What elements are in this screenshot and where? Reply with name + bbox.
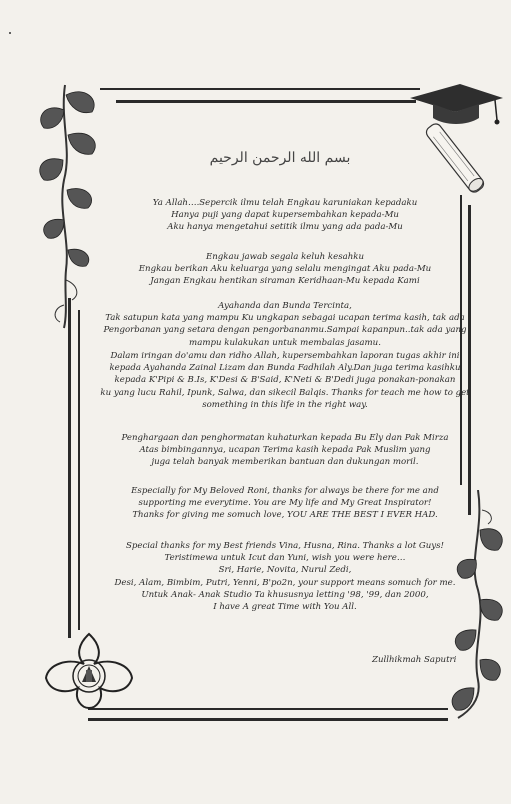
left-rule-inner (78, 310, 80, 630)
signature: Zullhikmah Saputri (372, 655, 457, 665)
diploma-scroll-icon (425, 118, 485, 198)
text-line: Especially for My Beloved Roni, thanks for always be there for me and (131, 486, 439, 496)
text-line: Pengorbanan yang setara dengan pengorbananmu.Sampai kapanpun..tak ada yang (103, 325, 467, 336)
text-line: Aku hanya mengetahui setitik ilmu yang ada pada-Mu (167, 222, 403, 233)
text-line: Special thanks for my Best friends Vina, Husna, Rina. Thanks a lot Guys! (125, 541, 445, 551)
friends-section (95, 540, 475, 613)
text-line: Sri, Harie, Novita, Nurul Zedi, (218, 565, 352, 576)
text-line: Penghargaan dan penghormatan kuhaturkan kepada Bu Ely dan Pak Mirza (121, 433, 449, 443)
speck (9, 32, 11, 34)
parents-section (95, 300, 475, 349)
text-line: Dalam iringan do'amu dan ridho Allah, kupersembahkan laporan tugas akhir ini (110, 351, 460, 361)
text-line: ku yang lucu Rahil, Ipunk, Salwa, dan sikecil Balqis. Thanks for teach me how to get (100, 387, 470, 398)
text-line: Thanks for giving me somuch love, YOU ARE THE BEST I EVER HAD. (132, 510, 438, 521)
text-line: Tak satupun kata yang mampu Ku ungkapan sebagai ucapan terima kasih, tak ada (105, 313, 465, 324)
text-line: juga telah banyak memberikan bantuan dan dukungan moril. (151, 457, 419, 468)
text-line: Atas bimbingannya, ucapan Terima kasih kepada Pak Muslim yang (139, 445, 431, 456)
text-line: Ya Allah….Sepercik ilmu telah Engkau karuniakan kepadaku (152, 198, 418, 208)
text-line: Jangan Engkau hentikan siraman Keridhaan-Mu kepada Kami (150, 276, 420, 287)
text-line: I have A great Time with You All. (213, 602, 357, 613)
parents-heading: Ayahanda dan Bunda Tercinta, (218, 301, 352, 311)
bottom-rule-thin (88, 708, 448, 710)
beloved-section (95, 485, 475, 522)
poem-stanza-1 (95, 197, 475, 234)
top-rule-thick (116, 100, 416, 103)
left-rule-outer (68, 298, 71, 638)
bottom-rule-thick (88, 718, 448, 721)
dedication-section (95, 350, 475, 411)
text-line: Untuk Anak- Anak Studio Ta khususnya letting '98, '99, dan 2000, (141, 589, 429, 600)
top-rule-thin (100, 88, 420, 90)
text-line: something in this life in the right way. (202, 399, 368, 410)
university-emblem-icon (42, 630, 137, 710)
text-line: Desi, Alam, Bimbim, Putri, Yenni, B'po2n, your support means somuch for me. (114, 577, 456, 588)
text-line: mampu kulakukan untuk membalas jasamu. (189, 337, 381, 348)
text-line: kepada Ayahanda Zainal Lizam dan Bunda Fadhilah Aly.Dan juga terima kasihku (109, 363, 461, 374)
text-line: supporting me everytime. You are My life and My Great Inspirator! (138, 498, 432, 509)
text-line: Engkau jawab segala keluh kesahku (205, 252, 365, 262)
text-line: Hanya puji yang dapat kupersembahkan kepada-Mu (171, 210, 399, 221)
text-line: Teristimewa untuk Icut dan Yuni, wish you were here… (164, 553, 406, 564)
poem-stanza-2 (95, 251, 475, 288)
bismillah-calligraphy: بسم الله الرحمن الرحيم (209, 150, 351, 166)
text-line: kepada K'Pipi & B.Is, K'Desi & B'Said, K'Neti & B'Dedi juga ponakan-ponakan (114, 375, 456, 386)
advisors-section (95, 432, 475, 469)
text-line: Engkau berikan Aku keluarga yang selalu mengingat Aku pada-Mu (138, 264, 432, 275)
